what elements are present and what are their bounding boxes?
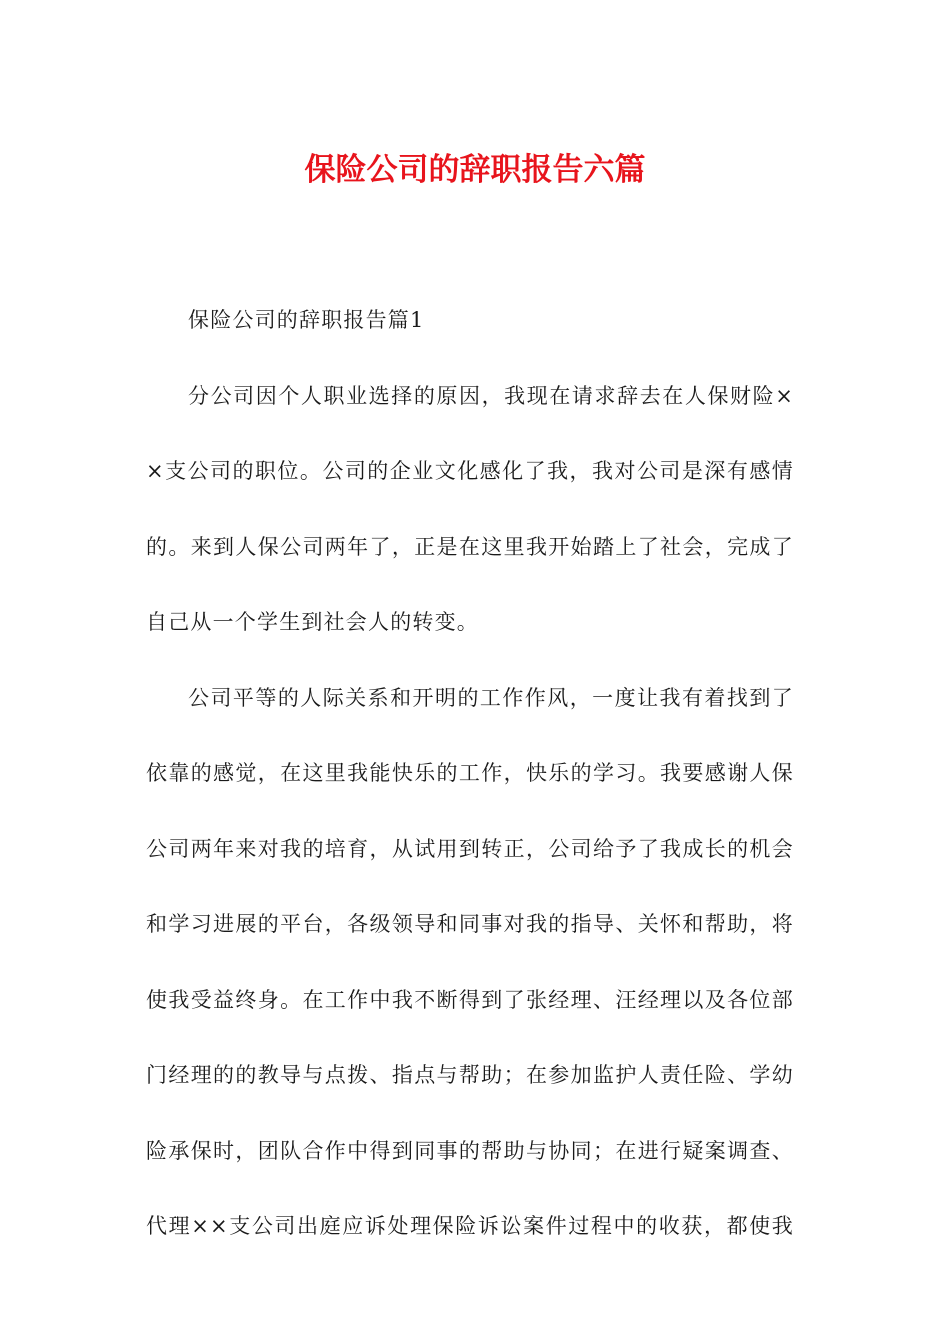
section-heading-text: 保险公司的辞职报告篇1 (188, 308, 425, 332)
section-heading (146, 283, 794, 359)
paragraph-line: 的。来到人保公司两年了，正是在这里我开始踏上了社会，完成了 (146, 534, 794, 559)
paragraph-2 (146, 661, 794, 1265)
paragraph-line: 和学习进展的平台，各级领导和同事对我的指导、关怀和帮助，将 (146, 912, 794, 936)
paragraph-line: 门经理的的教导与点拨、指点与帮助；在参加监护人责任险、学幼 (146, 1063, 794, 1087)
paragraph-line: 公司平等的人际关系和开明的工作作风，一度让我有着找到了 (188, 685, 794, 710)
document-title: 保险公司的辞职报告六篇 (304, 152, 646, 188)
paragraph-line: 使我受益终身。在工作中我不断得到了张经理、汪经理以及各位部 (146, 987, 794, 1012)
paragraph-line: 自己从一个学生到社会人的转变。 (146, 610, 479, 634)
document-body (146, 283, 794, 1265)
paragraph-line: 公司两年来对我的培育，从试用到转正，公司给予了我成长的机会 (146, 836, 794, 861)
paragraph-1 (146, 359, 794, 661)
paragraph-line: 分公司因个人职业选择的原因，我现在请求辞去在人保财险× (188, 383, 794, 408)
paragraph-line: 依靠的感觉，在这里我能快乐的工作，快乐的学习。我要感谢人保 (146, 761, 794, 785)
paragraph-line: ×支公司的职位。公司的企业文化感化了我，我对公司是深有感情 (146, 459, 794, 483)
paragraph-line: 险承保时，团队合作中得到同事的帮助与协同；在进行疑案调查、 (146, 1138, 794, 1163)
paragraph-line: 代理××支公司出庭应诉处理保险诉讼案件过程中的收获，都使我 (146, 1214, 794, 1238)
